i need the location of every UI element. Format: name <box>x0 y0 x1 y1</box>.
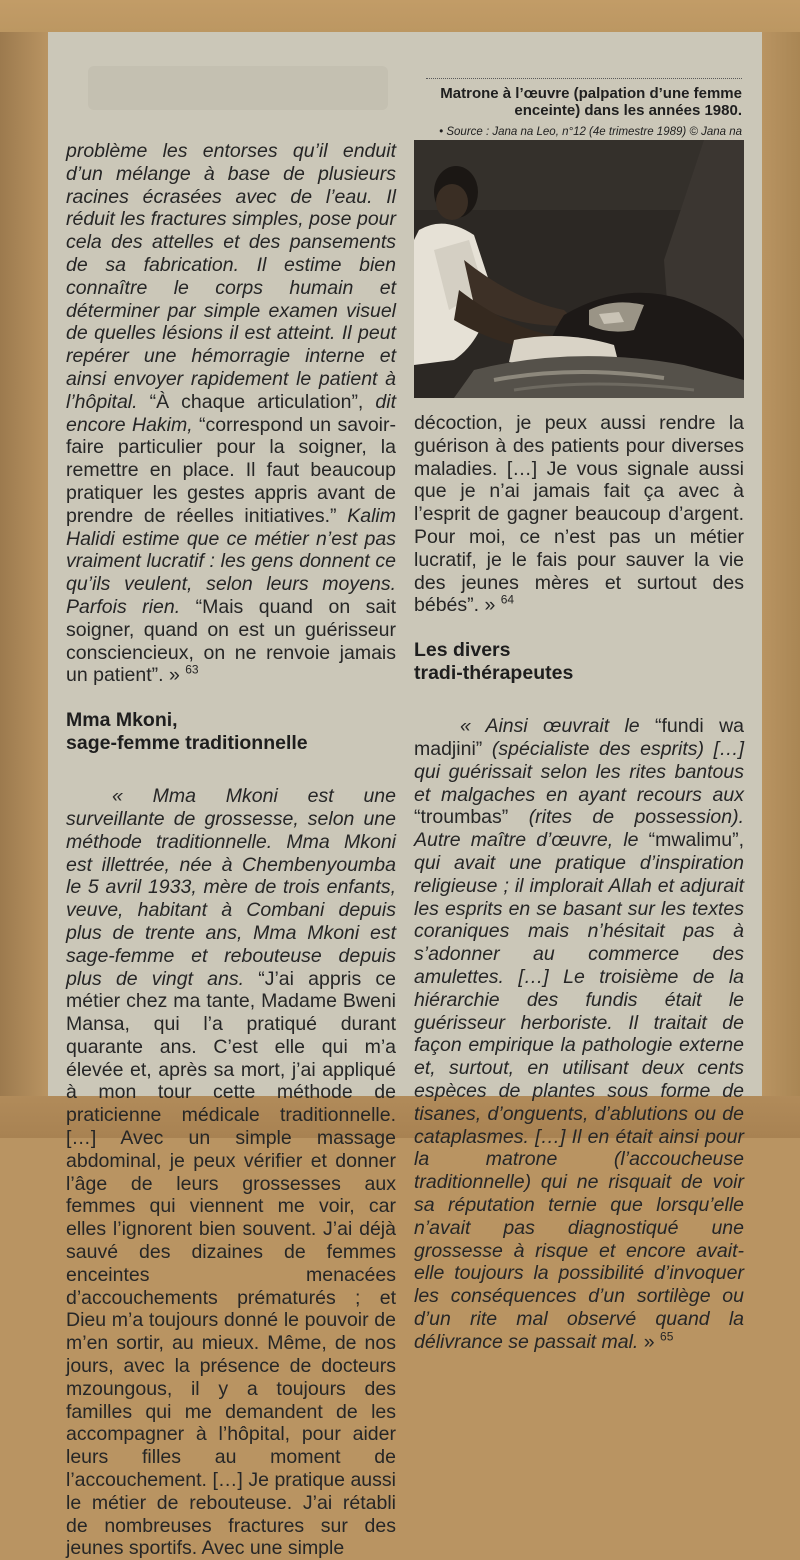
section-heading-mma-mkoni <box>66 709 396 755</box>
book-page <box>48 32 762 1560</box>
spacer <box>414 617 744 639</box>
paragraph-hakim <box>66 140 396 687</box>
text-span: “J’ai appris ce métier chez ma tante, Madame Bweni Mansa, qui l’a pratiqué durant quarante ans. C’est elle qui m’a élevée et, après sa mort, j’ai appliqué à mon tour cette méthode de praticienne médicale traditionnelle. […] Avec un simple massage abdominal, je peux vérifier et donner l’âge de leurs grossesses aux femmes qui viennent me voir, car elles l’ignorent bien souvent. J’ai déjà sauvé des dizaines de femmes enceintes menacées d’accouchements prématurés ; et Dieu m’a toujours donné le pouvoir de m’en sortir, au mieux. Même, de nos jours, avec la présence de docteurs mzoungous, il y a toujours des familles qui me demandent de les accompagner à l’hôpital, pour aider leurs filles au moment de l’accouchement. […] Je pratique aussi le métier de rebouteuse. J’ai rétabli de nombreuses fractures sur des jeunes sportifs. Avec une simple <box>66 967 397 1560</box>
footnote-ref: 65 <box>660 1329 674 1344</box>
text-span: Kalim Halidi estime que ce métier n’est pas vraiment lucratif : les gens donnent ce qu’ils veulent, selon leurs moyens. Parfois rien. <box>66 504 396 618</box>
caption-title: Matrone à l’œuvre (palpation d’une femme enceinte) dans les années 1980. <box>440 85 742 119</box>
photo-matrone <box>414 140 744 398</box>
text-span: dit encore Hakim, <box>66 390 396 436</box>
text-span: “fundi wa madjini” <box>414 715 745 760</box>
heading-line: tradi-thérapeutes <box>414 662 574 685</box>
text-span: “mwalimu”, <box>638 829 745 852</box>
text-span: « Mma Mkoni est une surveillante de grossesse, selon une méthode traditionnelle. Mma Mkoni est illettrée, née à Chembenyoumba le 5 avril 1933, mère de trois enfants, veuve, habitant à Combani depuis plus de trente ans, Mma Mkoni est sage-femme et rebouteuse depuis plus de vingt ans. <box>66 785 396 990</box>
background-frame-top <box>0 0 800 32</box>
text-span: “À chaque articulation”, <box>137 390 376 413</box>
text-span: problème les entorses qu’il enduit d’un mélange à base de plusieurs racines écrasées avec de l’eau. Il réduit les fractures simples, pose pour cela des attelles et des pansements de sa fabrication. Il estime bien connaître le corps humain et déterminer par simple examen visuel de quelles lésions il est atteint. Il peut repérer une hémorragie interne et ainsi envoyer rapidement le patient à l’hôpital. <box>66 140 396 413</box>
heading-line: Mma Mkoni, <box>66 709 178 732</box>
footnote-ref: 64 <box>500 592 515 607</box>
text-span: (rites de possession). Autre maître d’œuvre, le <box>414 806 744 852</box>
text-span: décoction, je peux aussi rendre la guérison à des patients pour diverses maladies. […] Je vous signale aussi que je n’ai jamais fait ça avec à l’esprit de gagner beaucoup d’argent. Pour moi, ce n’est pas un métier lucratif, je le fais pour sauver la vie des jeunes mères et surtout des bébés”. » <box>414 412 744 617</box>
text-span: “Mais quand on sait soigner, quand on est un guérisseur consciencieux, on ne renvoie jamais un patient”. » <box>66 595 396 687</box>
spacer <box>66 755 396 785</box>
faded-header-watermark <box>88 52 408 136</box>
background-frame-left <box>0 32 48 1096</box>
spacer <box>66 687 396 709</box>
text-span: qui avait une pratique d’inspiration religieuse ; il implorait Allah et adjurait les esprits en se basant sur les textes coraniques mais n’hésitait pas à s’adonner au commerce des amulettes. […] Le troisième de la hiérarchie des fundis était le guérisseur herboriste. Il traitait de façon empirique la pathologie externe et, surtout, en utilisant deux cents espèces de plantes sous forme de tisanes, d’onguents, d’ablutions ou de cataplasmes. […] Il en était ainsi pour la matrone (l’accoucheuse traditionnelle) qui ne risquait de voir sa réputation ternie que lorsqu’elle n’avait pas diagnostiqué une grossesse à risque et encore avait-elle toujours la possibilité d’invoquer les conséquences d’un sortilège ou d’un rite mal observé quand la délivrance se passait mal. <box>414 851 744 1353</box>
right-column <box>414 412 744 1353</box>
text-span: (spécialiste des esprits) […] qui guérissait selon les rites bantous et malgaches en ayant recours aux <box>414 737 744 806</box>
paragraph-fundis <box>414 715 744 1353</box>
spacer <box>414 685 744 715</box>
background-frame-right <box>762 32 800 1096</box>
footnote-ref: 63 <box>185 662 199 677</box>
text-span: “correspond un savoir-faire particulier pour la soigner, la remettre en place. Il faut beaucoup pratiquer les gestes appris avant de prendre de réelles initiatives.” <box>66 413 396 527</box>
paragraph-mma-mkoni <box>66 785 396 1560</box>
text-span: » <box>638 1330 661 1353</box>
photo-illustration <box>414 140 744 398</box>
paragraph-decoction <box>414 412 744 617</box>
heading-line: sage-femme traditionnelle <box>66 732 308 755</box>
left-column <box>66 140 396 1560</box>
text-span: « Ainsi œuvrait le <box>460 715 640 738</box>
text-span: “troumbas” <box>414 806 529 829</box>
caption-source: • Source : Jana na Leo, n°12 (4e trimestre 1989) © Jana na <box>439 126 742 138</box>
section-heading-tradi-therapeutes <box>414 639 744 685</box>
faded-header-shape <box>88 52 408 122</box>
heading-line: Les divers <box>414 639 511 662</box>
